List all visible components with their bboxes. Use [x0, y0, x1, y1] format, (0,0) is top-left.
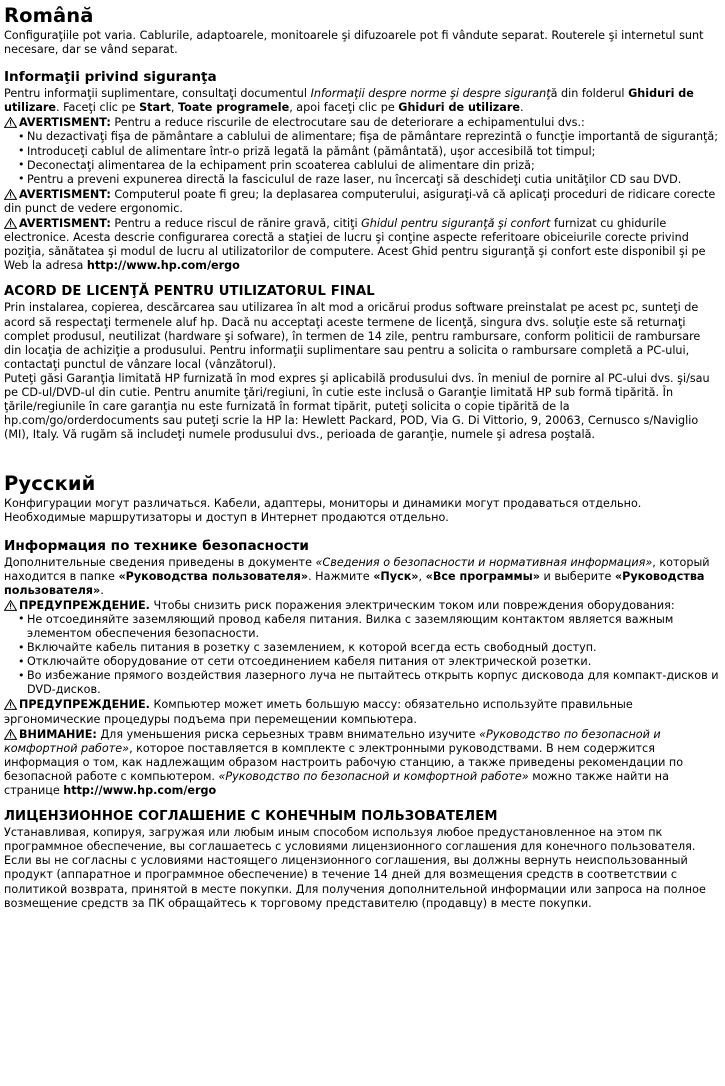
rus-safety-t1: Дополнительные сведения приведены в документе [4, 555, 316, 569]
russian-safety-paragraph [4, 556, 719, 598]
romanian-eula-heading: ACORD DE LICENŢĂ PENTRU UTILIZATORUL FINAL [4, 284, 375, 300]
rom-safety-t6: . [519, 101, 524, 115]
list-item: • Introduceţi cablul de alimentare într-o priză legată la pământ (pământată), uşor accesibilă tot timpul; [18, 145, 719, 159]
rus-safety-bold-start: «Пуск» [373, 569, 419, 583]
rom-warn1-label: AVERTISMENT: [19, 116, 111, 130]
warning-triangle-icon [4, 218, 17, 229]
rom-safety-bold-allprograms: Toate programele [178, 101, 290, 115]
list-item: • Не отсоединяйте заземляющий провод кабеля питания. Вилка с заземляющим контактом является важным элементом обеспечения безопасности. [18, 613, 719, 641]
list-item: • Pentru a preveni expunerea directă la fasciculul de raze laser, nu încercaţi să deschideţi cutia unităţilor CD sau DVD. [18, 173, 719, 187]
romanian-eula-paragraph-1: Prin instalarea, copierea, descărcarea sau utilizarea în alt mod a oricărui produs software preinstalat pe acest pc, sunteţi de acord să respectaţi termenele aluf hp. Dacă nu acceptaţi aceste termene de licenţă, singura dvs. soluţie este să returnaţi complet produsul, neutilizat (hardware şi sofware), în termen de 14 zile, pentru rambursare, conform politicii de rambursare din locaţia de achiziţie a produsului. Pentru informaţii suplimentare sau pentru a solicita o rambursare completă a PC-ului, contactaţi punctul de vânzare local (vânzătorul). [4, 301, 701, 371]
warning-triangle-icon [4, 189, 17, 200]
rus-warn3-t2: , которое поставляется в комплекте с электронными руководствами. В нем содержится информация о том, как надлежащим образом настроить рабочую станцию, а также приведены рекомендации по безопасной работе с компьютером. [4, 741, 684, 783]
section-romanian [4, 4, 719, 442]
list-item: • Nu dezactivaţi fişa de pământare a cablului de alimentare; fişa de pământare reprezintă o funcţie importantă de siguranţă; [18, 130, 719, 144]
rus-warn3-t3: можно также найти на странице [4, 769, 669, 798]
rom-safety-ital: Informaţii despre norme şi despre siguranţ [310, 87, 551, 101]
rus-warn1-label: ПРЕДУПРЕЖДЕНИЕ. [19, 598, 150, 612]
rom-warn2-text: Computerul poate fi greu; la deplasarea computerului, asiguraţi-vă că aplicaţi proceduri de ridicare corecte din punct de vedere ergonomic. [4, 187, 716, 215]
russian-warning-1 [4, 598, 719, 613]
russian-eula-paragraph-1: Устанавливая, копируя, загружая или любым иным способом используя любое предустановленное на этом пк программное обеспечение, вы соглашаетесь с условиями лицензионного соглашения для конечного пользователя. Если вы не согласны с условиями настоящего лицензионного соглашения, вы должны вернуть неиспользованный продукт (аппаратное и программное обеспечение) в течение 14 дней для возмещения средств в соответствии с политикой возврата, принятой в месте покупки. Для получения дополнительной информации или запроса на полное возмещение средств за ПК обращайтесь к торговому представителю (продавцу) в месте покупки. [4, 826, 706, 910]
rom-warn3-t2: furnizat cu ghidurile electronice. Acesta descrie configurarea corectă a staţiei de lucru şi conţine aspecte referitoare obiceiurile corecte privind poziţia, sănătatea şi modul de lucru al utilizatorilor de computere. Acest Ghid pentru siguranţă şi confort este disponibil şi pe Web la adresa [4, 217, 706, 273]
rus-safety-t3: . Нажмите [308, 569, 374, 583]
rom-warn3-label: AVERTISMENT: [19, 217, 111, 231]
rus-safety-t2: , который находится в папке [4, 555, 710, 583]
language-heading-romanian: Română [4, 4, 94, 27]
rus-safety-bold-allprograms: «Все программы» [425, 569, 540, 583]
rom-safety-t5: , apoi faceţi clic pe [289, 101, 399, 115]
russian-intro-line-1: Конфигурации могут различаться. Кабели, адаптеры, мониторы и динамики могут продаваться отдельно. [4, 497, 642, 511]
rom-safety-t2: ă din folderul [550, 87, 629, 101]
list-item: • Включайте кабель питания в розетку с заземлением, к которой всегда есть свободный доступ. [18, 641, 719, 655]
list-item: • Отключайте оборудование от сети отсоединением кабеля питания от электрической розетки. [18, 655, 719, 669]
rom-warn1-text: Pentru a reduce riscurile de electrocutare sau de deteriorare a echipamentului dvs.: [110, 116, 585, 130]
rus-warn3-ital2: «Руководство по безопасной и комфортной работе» [218, 769, 529, 783]
section-divider-space [4, 442, 719, 472]
rus-warn3-t1: Для уменьшения риска серьезных травм внимательно изучите [96, 727, 480, 741]
romanian-warning-3 [4, 216, 719, 273]
rom-warn3-t1: Pentru a reduce riscul de rănire gravă, citiţi [110, 217, 362, 231]
language-heading-russian: Русский [4, 472, 96, 496]
rus-warn1-text: Чтобы снизить риск поражения электрическим током или повреждения оборудования: [149, 598, 675, 612]
rom-safety-t1: Pentru informaţii suplimentare, consultaţi documentul [4, 87, 311, 101]
romanian-warning-1 [4, 115, 719, 130]
rus-safety-t5: и выберите [540, 569, 615, 583]
list-item: • Во избежание прямого воздействия лазерного луча не пытайтесь открыть корпус дисковода для компакт-дисков и DVD-дисков. [18, 669, 719, 697]
list-item: • Deconectaţi alimentarea de la echipament prin scoaterea cablului de alimentare din priză; [18, 159, 719, 173]
rus-warn3-ital: «Руководство по безопасной и комфортной работе» [4, 727, 661, 755]
russian-warning-3 [4, 727, 719, 798]
rus-warn2-text: Компьютер может иметь большую массу: обязательно используйте правильные эргономические процедуры подъема при перемещении компьютера. [4, 698, 633, 726]
romanian-warning-1-list [4, 130, 719, 186]
russian-ergo-url[interactable]: http://www.hp.com/ergo [63, 784, 217, 798]
rom-safety-t3: . Faceţi clic pe [55, 101, 140, 115]
romanian-eula-paragraph-2: Puteţi găsi Garanţia limitată HP furnizată în mod expres şi aplicabilă produsului dvs. în meniul de pornire al PC-ului dvs. şi/sau pe CD-ul/DVD-ul din cutie. Pentru anumite ţări/regiuni, în cutie este inclusă o Garanţie limitată HP sub formă tipărită. În ţările/regiunile în care garanţia nu este furnizată în format tipărit, puteţi solicita o copie tipărită de la hp.com/go/orderdocuments sau puteţi scrie la HP la: Hewlett Packard, POD, Via G. Di Vittorio, 9, 20063, Cernusco s/Naviglio (MI), Italy. Vă rugăm să includeţi numele produsului dvs., perioada de garanţie, numele şi adresa poştală. [4, 371, 710, 442]
russian-eula-heading: ЛИЦЕНЗИОННОЕ СОГЛАШЕНИЕ С КОНЕЧНЫМ ПОЛЬЗОВАТЕЛЕМ [4, 809, 498, 825]
russian-intro-line-2: Необходимые маршрутизаторы и доступ в Интернет продаются отдельно. [4, 511, 449, 525]
rom-warn3-ital: Ghidul pentru siguranţă şi confort [361, 217, 551, 231]
section-russian [4, 472, 719, 910]
romanian-warning-2 [4, 187, 719, 216]
russian-warning-2 [4, 697, 719, 726]
rus-warn2-label: ПРЕДУПРЕЖДЕНИЕ. [19, 698, 150, 712]
rom-safety-t4: , [170, 101, 179, 115]
russian-safety-heading: Информация по технике безопасности [4, 537, 309, 554]
rus-safety-t6: . [100, 583, 104, 597]
rus-safety-t4: , [418, 569, 426, 583]
rom-safety-bold-start: Start [139, 101, 171, 115]
rus-safety-bold-guides: «Руководства пользователя» [118, 569, 309, 583]
romanian-ergo-url[interactable]: http://www.hp.com/ergo [86, 259, 240, 273]
russian-warning-1-list [4, 613, 719, 698]
warning-triangle-icon [4, 117, 17, 128]
warning-triangle-icon [4, 600, 17, 611]
rom-safety-bold-guides: Ghiduri de utilizare [4, 87, 694, 115]
rom-warn2-label: AVERTISMENT: [19, 187, 111, 201]
rus-safety-ital: «Сведения о безопасности и нормативная информация» [315, 555, 653, 569]
rus-warn3-label: ВНИМАНИЕ: [19, 727, 97, 741]
warning-triangle-icon [4, 699, 17, 710]
romanian-intro-paragraph: Configuraţiile pot varia. Cablurile, adaptoarele, monitoarele şi difuzoarele pot fi vândute separat. Routerele şi internetul sunt necesare, dar se vând separat. [4, 29, 704, 57]
rom-safety-bold-guides2: Ghiduri de utilizare [398, 101, 520, 115]
warning-triangle-icon [4, 729, 17, 740]
rus-safety-bold-guides2: «Руководства пользователя» [4, 569, 705, 597]
romanian-safety-paragraph [4, 87, 719, 115]
romanian-safety-heading: Informaţii privind siguranţa [4, 69, 217, 86]
